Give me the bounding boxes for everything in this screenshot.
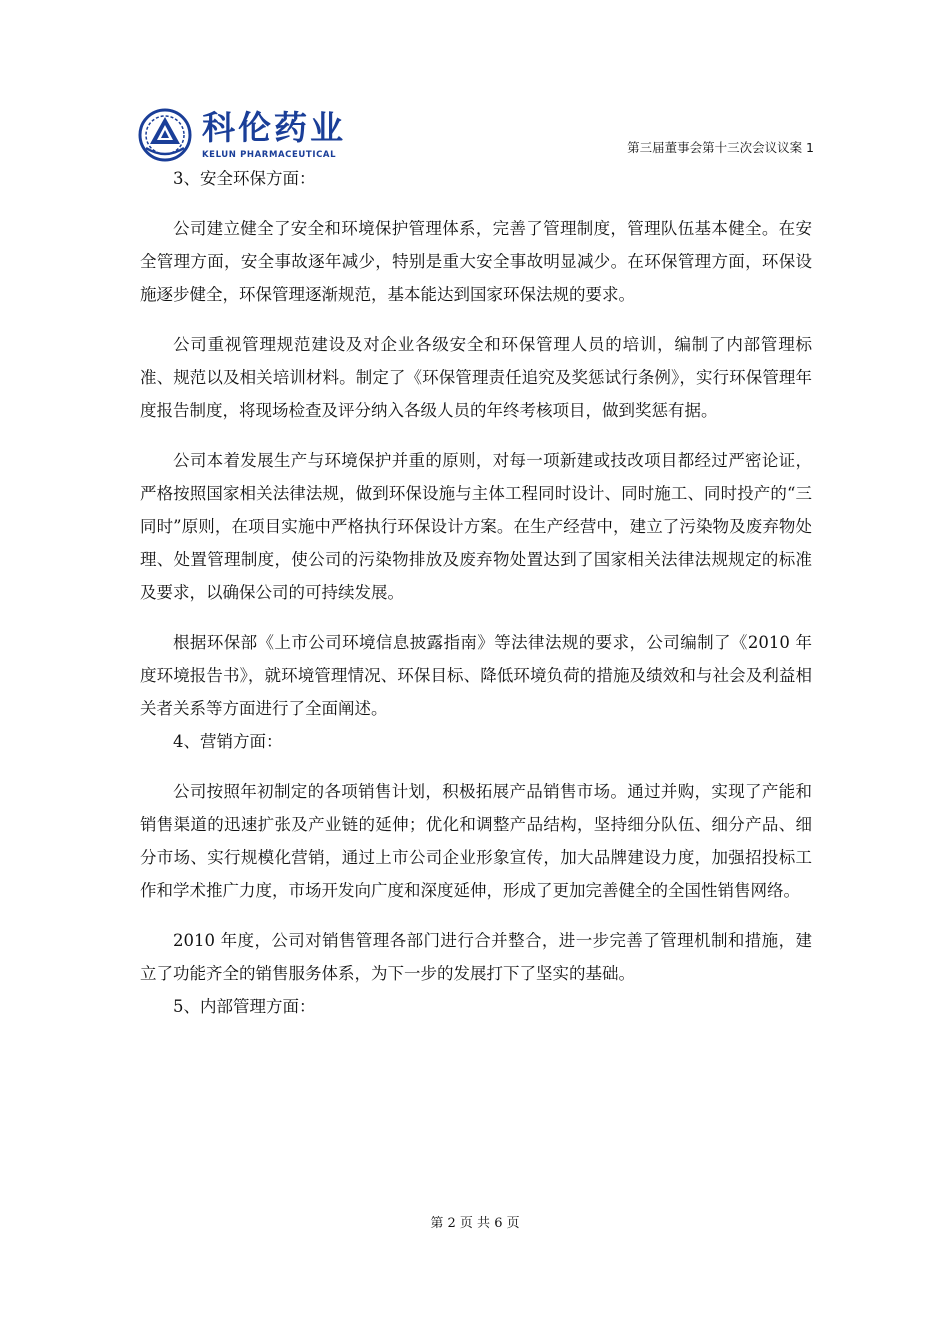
paragraph: 公司按照年初制定的各项销售计划，积极拓展产品销售市场。通过并购，实现了产能和销售渠道的迅速扩张及产业链的延伸；优化和调整产品结构，坚持细分队伍、细分产品、细分市场、实行规模化营销，通过上市公司企业形象宣传，加大品牌建设力度，加强招投标工作和学术推广力度，市场开发向广度和深度延伸，形成了更加完善健全的全国性销售网络。 (140, 782, 812, 900)
kelun-emblem-icon (138, 108, 194, 162)
logo-english-name: KELUN PHARMACEUTICAL (202, 150, 337, 160)
page-footer: 第 2 页 共 6 页 (430, 1216, 520, 1231)
paragraph: 2010 年度，公司对销售管理各部门进行合并整合，进一步完善了管理机制和措施，建立了功能齐全的销售服务体系，为下一步的发展打下了坚实的基础。 (140, 931, 812, 983)
document-body (140, 162, 812, 1023)
section-heading-safety: 3、安全环保方面： (173, 169, 316, 188)
company-logo (138, 108, 358, 162)
paragraph: 公司重视管理规范建设及对企业各级安全和环保管理人员的培训，编制了内部管理标准、规范以及相关培训材料。制定了《环保管理责任追究及奖惩试行条例》，实行环保管理年度报告制度，将现场检查及评分纳入各级人员的年终考核项目，做到奖惩有据。 (140, 335, 812, 420)
paragraph: 公司建立健全了安全和环境保护管理体系，完善了管理制度，管理队伍基本健全。在安全管理方面，安全事故逐年减少，特别是重大安全事故明显减少。在环保管理方面，环保设施逐步健全，环保管理逐渐规范，基本能达到国家环保法规的要求。 (140, 219, 812, 304)
paragraph: 根据环保部《上市公司环境信息披露指南》等法律法规的要求，公司编制了《2010 年度环境报告书》，就环境管理情况、环保目标、降低环境负荷的措施及绩效和与社会及利益相关者关系等方面进行了全面阐述。 (140, 633, 812, 718)
page-header (138, 108, 814, 162)
logo-chinese-name: 科伦药业 (202, 108, 346, 147)
paragraph: 公司本着发展生产与环境保护并重的原则，对每一项新建或技改项目都经过严密论证，严格按照国家相关法律法规，做到环保设施与主体工程同时设计、同时施工、同时投产的“三同时”原则，在项目实施中严格执行环保设计方案。在生产经营中，建立了污染物及废弃物处理、处置管理制度，使公司的污染物排放及废弃物处置达到了国家相关法律法规规定的标准及要求，以确保公司的可持续发展。 (140, 451, 812, 602)
section-heading-marketing: 4、营销方面： (173, 732, 283, 751)
section-heading-internal-management: 5、内部管理方面： (173, 997, 316, 1016)
document-label: 第三届董事会第十三次会议议案 1 (627, 140, 814, 155)
